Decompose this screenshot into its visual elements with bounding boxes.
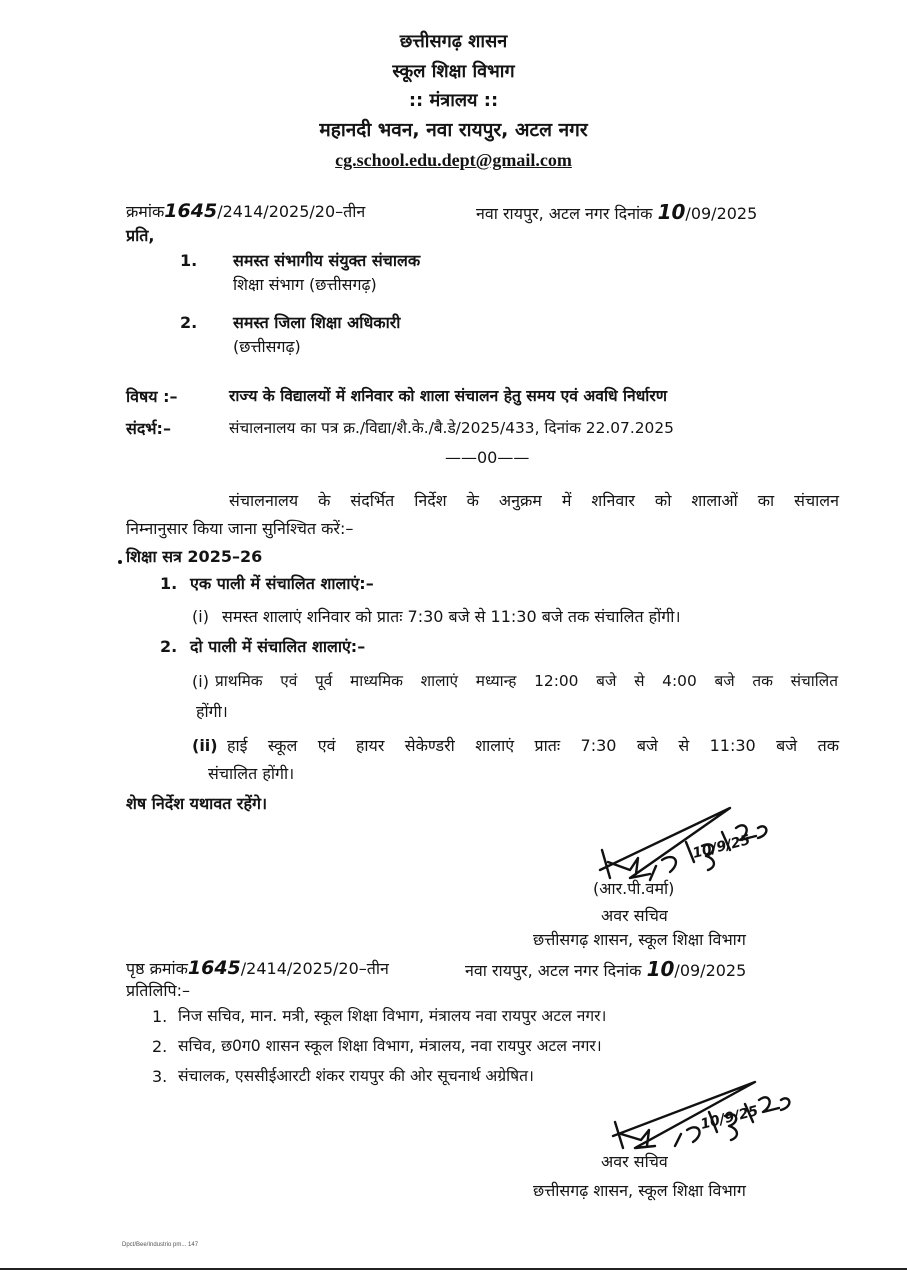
section-2-item-2-text: हाई स्कूल एवं हायर सेकेण्डरी शालाएं प्रातः 7:30 बजे से 11:30 बजे तक: [227, 736, 839, 755]
order-day-handwritten: 10: [657, 200, 686, 224]
endorsement-place-date: [465, 958, 746, 981]
section-2-item-1-marker: (i): [192, 672, 209, 691]
section-1-title: एक पाली में संचालित शालाएं:–: [190, 574, 374, 593]
header-ministry: :: मंत्रालय ::: [408, 90, 499, 111]
signatory-2-designation: अवर सचिव: [601, 1152, 668, 1171]
subject-label: विषय :–: [126, 387, 178, 406]
section-1-item-1-marker: (i): [192, 607, 209, 626]
header-state: छत्तीसगढ़ शासन: [399, 31, 508, 52]
section-2-item-2-marker: (ii): [192, 736, 218, 755]
session-heading: शिक्षा सत्र 2025–26: [126, 547, 263, 566]
endorsement-number-suffix: /2414/2025/20–तीन: [240, 959, 389, 978]
endorsement-number-handwritten: 1645: [187, 957, 241, 979]
copy-3-text: संचालक, एससीईआरटी शंकर रायपुर की ओर सूचनार्थ अग्रेषित।: [178, 1067, 534, 1085]
reference-label: संदर्भ:–: [126, 419, 171, 438]
recipient-2-subtitle: (छत्तीसगढ़): [233, 337, 301, 356]
body-paragraph-line1: संचालनालय के संदर्भित निर्देश के अनुक्रम में शनिवार को शालाओं का संचालन: [229, 491, 839, 510]
section-2-item-2-continuation: संचालित होंगी।: [208, 764, 295, 783]
header-address: महानदी भवन, नवा रायपुर, अटल नगर: [319, 119, 588, 141]
order-number-prefix: क्रमांक: [126, 202, 165, 221]
reference-text: संचालनालय का पत्र क्र./विद्या/शै.के./बै.डे/2025/433, दिनांक 22.07.2025: [229, 419, 674, 437]
printer-footer-note: Dpct/Bee/Industrio pm... 147: [122, 1242, 199, 1248]
signature-1-date: 10/9/25: [690, 832, 752, 862]
endorsement-date-suffix: /09/2025: [674, 961, 747, 980]
order-number-handwritten: 1645: [164, 200, 218, 222]
copy-3-number: 3.: [152, 1067, 168, 1086]
copy-2-text: सचिव, छ0ग0 शासन स्कूल शिक्षा विभाग, मंत्रालय, नवा रायपुर अटल नगर।: [178, 1037, 602, 1055]
header-department: स्कूल शिक्षा विभाग: [392, 61, 515, 82]
recipient-1-subtitle: शिक्षा संभाग (छत्तीसगढ़): [233, 275, 377, 294]
section-1-item-1-text: समस्त शालाएं शनिवार को प्रातः 7:30 बजे से 11:30 बजे तक संचालित होंगी।: [222, 607, 681, 626]
order-date-suffix: /09/2025: [685, 204, 758, 223]
section-2-number: 2.: [160, 637, 178, 656]
signature-2-date: 10/9/25: [698, 1103, 760, 1133]
copy-1-number: 1.: [152, 1007, 168, 1026]
prati-label: प्रति,: [126, 226, 155, 245]
copy-2-number: 2.: [152, 1037, 168, 1056]
signatory-name: (आर.पी.वर्मा): [593, 879, 675, 898]
endorsement-number-prefix: पृष्ठ क्रमांक: [126, 959, 188, 978]
recipient-2-title: समस्त जिला शिक्षा अधिकारी: [233, 313, 401, 332]
section-2-item-1-continuation: होंगी।: [196, 702, 228, 721]
body-paragraph-line2: निम्नानुसार किया जाना सुनिश्चित करें:–: [126, 519, 354, 538]
order-number: [126, 201, 365, 223]
recipient-2-number: 2.: [180, 313, 198, 332]
separator: ——00——: [445, 448, 530, 467]
header-email: cg.school.edu.dept@gmail.com: [335, 150, 572, 170]
endorsement-number: [126, 958, 389, 980]
subject-text: राज्य के विद्यालयों में शनिवार को शाला संचालन हेतु समय एवं अवधि निर्धारण: [229, 387, 667, 405]
closing-remark: शेष निर्देश यथावत रहेंगे।: [126, 794, 268, 813]
recipient-1-title: समस्त संभागीय संयुक्त संचालक: [233, 251, 421, 270]
order-place-date-prefix: नवा रायपुर, अटल नगर दिनांक: [476, 204, 653, 223]
scan-edge-line: [0, 1268, 907, 1270]
signatory-2-department: छत्तीसगढ़ शासन, स्कूल शिक्षा विभाग: [533, 1181, 746, 1200]
endorsement-day-handwritten: 10: [646, 957, 675, 981]
scan-dot: [118, 560, 122, 564]
section-1-number: 1.: [160, 574, 178, 593]
endorsement-place-date-prefix: नवा रायपुर, अटल नगर दिनांक: [465, 961, 642, 980]
section-2-item-1-text: प्राथमिक एवं पूर्व माध्यमिक शालाएं मध्यान्ह 12:00 बजे से 4:00 बजे तक संचालित: [215, 672, 838, 690]
copy-1-text: निज सचिव, मान. मत्री, स्कूल शिक्षा विभाग, मंत्रालय नवा रायपुर अटल नगर।: [178, 1007, 607, 1025]
section-2-title: दो पाली में संचालित शालाएं:–: [190, 637, 366, 656]
signatory-1-department: छत्तीसगढ़ शासन, स्कूल शिक्षा विभाग: [533, 930, 746, 949]
order-place-date: [476, 201, 757, 224]
recipient-1-number: 1.: [180, 251, 198, 270]
copy-label: प्रतिलिपि:–: [126, 981, 190, 1000]
signatory-1-designation: अवर सचिव: [601, 906, 668, 925]
order-number-suffix: /2414/2025/20–तीन: [217, 202, 366, 221]
